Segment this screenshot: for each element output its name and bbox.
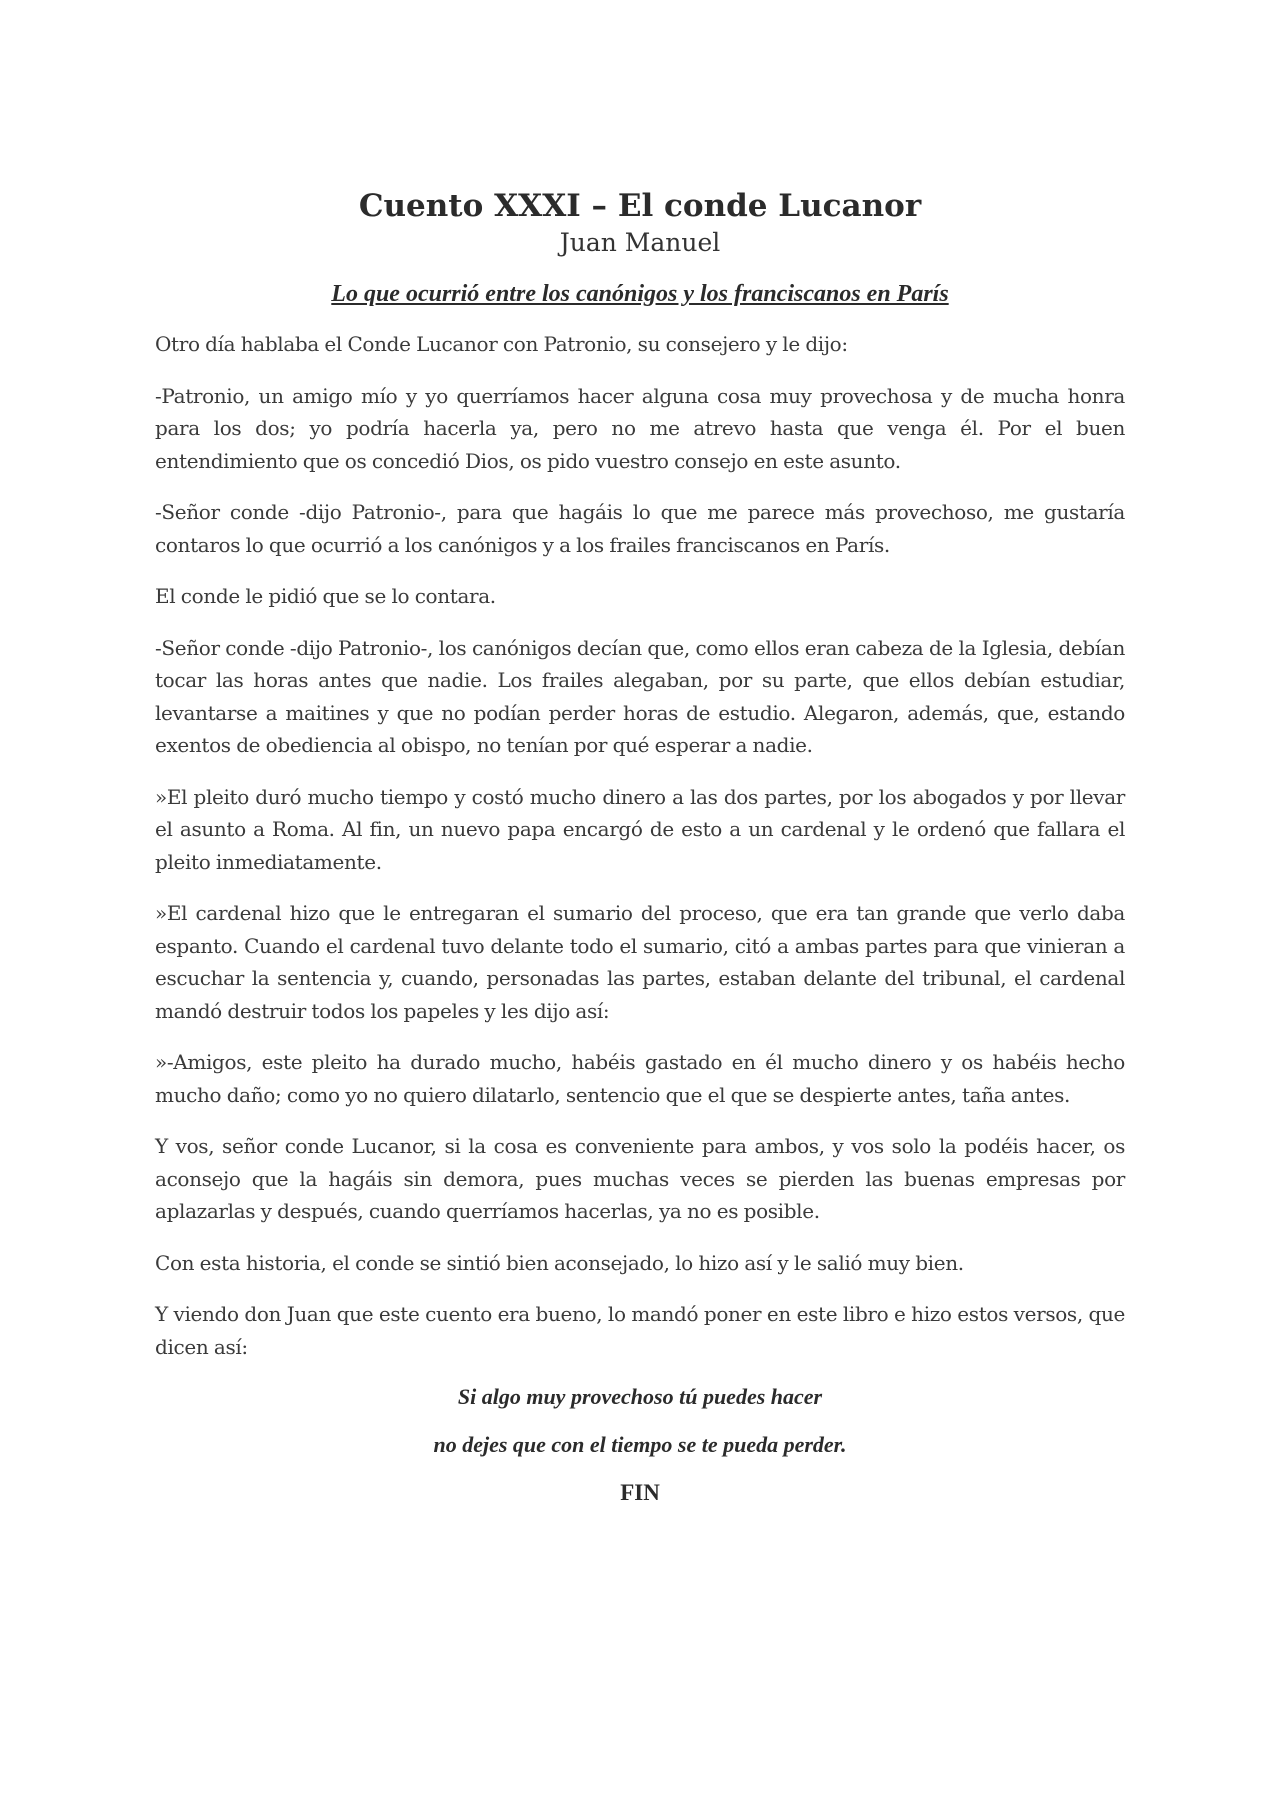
author-name: Juan Manuel <box>559 228 721 257</box>
verse-line: Si algo muy provechoso tú puedes hacer <box>457 1384 823 1409</box>
paragraph: »-Amigos, este pleito ha durado mucho, habéis gastado en él mucho dinero y os habéis hecho mucho daño; como yo no quiero dilatarlo, sentencio que el que se despierte antes, taña antes. <box>155 1050 1125 1107</box>
story-title: Cuento XXXI – El conde Lucanor <box>358 188 922 224</box>
end-mark: FIN <box>620 1480 660 1505</box>
document-page <box>155 186 1125 1508</box>
paragraph: -Señor conde -dijo Patronio-, los canónigos decían que, como ellos eran cabeza de la Iglesia, debían tocar las horas antes que nadie. Los frailes alegaban, por su parte, que ellos debían estudiar, levantarse a maitines y que no podían perder horas de estudio. Alegaron, además, que, estando exentos de obediencia al obispo, no tenían por qué esperar a nadie. <box>155 635 1125 757</box>
paragraph: El conde le pidió que se lo contara. <box>155 584 496 608</box>
paragraph: -Patronio, un amigo mío y yo querríamos hacer alguna cosa muy provechosa y de mucha honra para los dos; yo podría hacerla ya, pero no me atrevo hasta que venga él. Por el buen entendimiento que os concedió Dios, os pido vuestro consejo en este asunto. <box>155 383 1125 473</box>
paragraph: Con esta historia, el conde se sintió bien aconsejado, lo hizo así y le salió muy bien. <box>155 1250 964 1275</box>
paragraph: Otro día hablaba el Conde Lucanor con Patronio, su consejero y le dijo: <box>155 332 848 356</box>
paragraph: »El pleito duró mucho tiempo y costó mucho dinero a las dos partes, por los abogados y por llevar el asunto a Roma. Al fin, un nuevo papa encargó de esto a un cardenal y le ordenó que fallara el pleito inmediatamente. <box>155 784 1125 874</box>
verse-line: no dejes que con el tiempo se te pueda perder. <box>433 1432 847 1457</box>
paragraph: Y viendo don Juan que este cuento era bueno, lo mandó poner en este libro e hizo estos versos, que dicen así: <box>155 1302 1125 1359</box>
paragraph: »El cardenal hizo que le entregaran el sumario del proceso, que era tan grande que verlo daba espanto. Cuando el cardenal tuvo delante todo el sumario, citó a ambas partes para que vinieran a escuchar la sentencia y, cuando, personadas las partes, estaban delante del tribunal, el cardenal mandó destruir todos los papeles y les dijo así: <box>155 901 1125 1023</box>
paragraph: Y vos, señor conde Lucanor, si la cosa es conveniente para ambos, y vos solo la podéis hacer, os aconsejo que la hagáis sin demora, pues muchas veces se pierden las buenas empresas por aplazarlas y después, cuando querríamos hacerlas, ya no es posible. <box>155 1134 1125 1223</box>
paragraph: -Señor conde -dijo Patronio-, para que hagáis lo que me parece más provechoso, me gustaría contaros lo que ocurrió a los canónigos y a los frailes franciscanos en París. <box>155 500 1125 557</box>
story-subtitle: Lo que ocurrió entre los canónigos y los franciscanos en París <box>331 281 949 307</box>
